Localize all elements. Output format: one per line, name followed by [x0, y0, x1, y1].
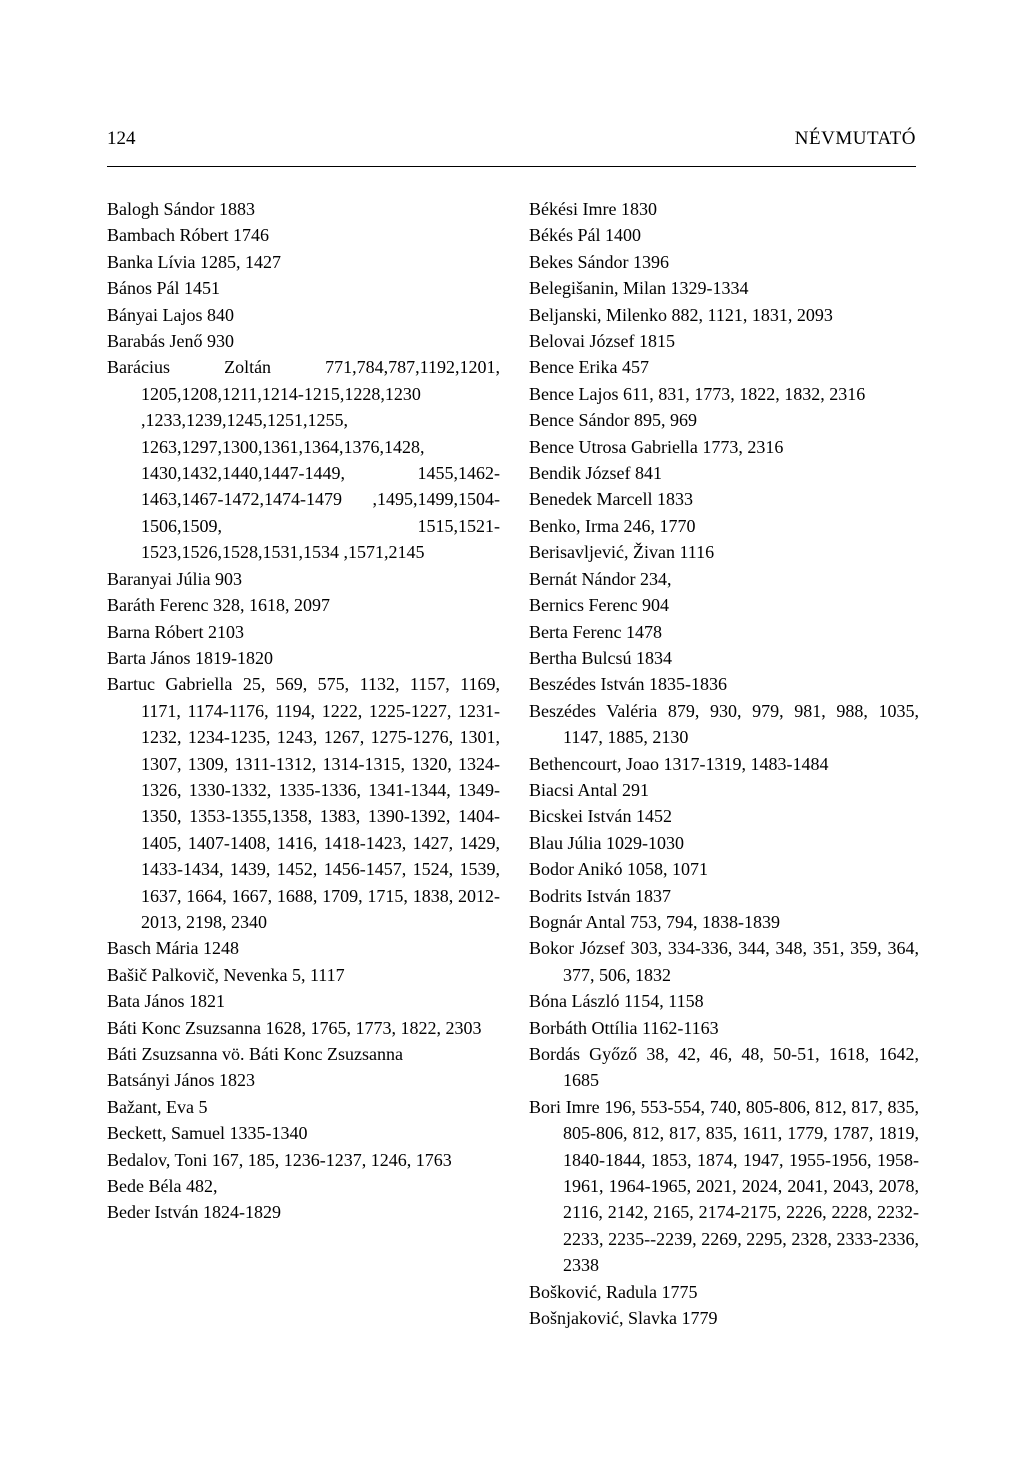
index-entry: Beckett, Samuel 1335-1340: [107, 1123, 308, 1144]
index-entry: Beljanski, Milenko 882, 1121, 1831, 2093: [529, 304, 833, 325]
index-entry: Bošković, Radula 1775: [529, 1281, 698, 1302]
index-entry: Blau Júlia 1029-1030: [529, 832, 684, 853]
index-entry: Beszédes István 1835-1836: [529, 674, 727, 695]
index-entry: Basch Mária 1248: [107, 938, 239, 959]
index-entry: Bambach Róbert 1746: [107, 225, 269, 246]
index-entry: Bori Imre 196, 553-554, 740, 805-806, 812, 817, 835, 805-806, 812, 817, 835, 1611, 1779, 1787, 1819, 1840-1844, 1853, 1874, 1947, 1955-1956, 1958-1961, 1964-1965, 2021, 2024, 2041, 2043, 2078, 2116, 2142, 2165, 2174-2175, 2226, 2228, 2232-2233, 2235--2239, 2269, 2295, 2328, 2333-2336, 2338: [529, 1096, 919, 1276]
index-entry: Balogh Sándor 1883: [107, 199, 255, 219]
index-entry: Bognár Antal 753, 794, 1838-1839: [529, 911, 780, 932]
page-header: [107, 128, 916, 167]
index-entry: Bicskei István 1452: [529, 806, 672, 827]
index-entry: Borbáth Ottília 1162-1163: [529, 1017, 719, 1038]
index-entry: Bordás Győző 38, 42, 46, 48, 50-51, 1618, 1642, 1685: [529, 1044, 919, 1091]
index-entry: Bedalov, Toni 167, 185, 1236-1237, 1246, 1763: [107, 1149, 452, 1170]
index-entry: Bóna László 1154, 1158: [529, 991, 704, 1012]
index-entry: Bertha Bulcsú 1834: [529, 647, 672, 668]
index-entry: Békési Imre 1830: [529, 199, 657, 219]
index-entry: Banka Lívia 1285, 1427: [107, 251, 281, 272]
index-entry: Bartuc Gabriella 25, 569, 575, 1132, 1157, 1169, 1171, 1174-1176, 1194, 1222, 1225-1227, 1231-1232, 1234-1235, 1243, 1267, 1275-1276, 1301, 1307, 1309, 1311-1312, 1314-1315, 1320, 1324-1326, 1330-1332, 1335-1336, 1341-1344, 1349-1350, 1353-1355,1358, 1383, 1390-1392, 1404-1405, 1407-1408, 1416, 1418-1423, 1427, 1429, 1433-1434, 1439, 1452, 1456-1457, 1524, 1539, 1637, 1664, 1667, 1688, 1709, 1715, 1838, 2012-2013, 2198, 2340: [107, 674, 500, 932]
index-entry: Bede Béla 482,: [107, 1176, 218, 1197]
index-entry: Benko, Irma 246, 1770: [529, 515, 696, 536]
index-entry: Batsányi János 1823: [107, 1070, 255, 1091]
index-entry: Belovai József 1815: [529, 331, 675, 352]
index-entry: Biacsi Antal 291: [529, 779, 649, 800]
index-entry: Bence Utrosa Gabriella 1773, 2316: [529, 436, 784, 457]
index-entry: Bernát Nándor 234,: [529, 568, 672, 589]
index-entry: Békés Pál 1400: [529, 225, 641, 246]
index-entry: Báti Konc Zsuzsanna 1628, 1765, 1773, 1822, 2303: [107, 1017, 482, 1038]
index-entry: Bendik József 841: [529, 463, 662, 484]
index-entry: Bodor Anikó 1058, 1071: [529, 859, 709, 880]
index-entry: Bányai Lajos 840: [107, 304, 234, 325]
index-entry: Beder István 1824-1829: [107, 1202, 281, 1223]
index-entry: Bašič Palkovič, Nevenka 5, 1117: [107, 964, 345, 985]
index-entry: Benedek Marcell 1833: [529, 489, 693, 510]
index-entry: Bekes Sándor 1396: [529, 251, 669, 272]
index-column-right: [529, 196, 919, 1331]
index-entry: Bata János 1821: [107, 991, 225, 1012]
index-entry: Barta János 1819-1820: [107, 647, 273, 668]
index-entry: Bošnjaković, Slavka 1779: [529, 1308, 718, 1329]
index-entry: Bodrits István 1837: [529, 885, 671, 906]
running-head: NÉVMUTATÓ: [794, 128, 916, 149]
index-entry: Bence Sándor 895, 969: [529, 410, 697, 431]
index-entry: Bethencourt, Joao 1317-1319, 1483-1484: [529, 753, 829, 774]
index-entry: Belegišanin, Milan 1329-1334: [529, 278, 749, 299]
index-entry: Bernics Ferenc 904: [529, 595, 669, 616]
index-entry: Baranyai Júlia 903: [107, 568, 242, 589]
index-entry: Barabás Jenő 930: [107, 331, 234, 352]
index-entry: Báti Zsuzsanna vö. Báti Konc Zsuzsanna: [107, 1044, 403, 1064]
index-column-left: [107, 196, 500, 1226]
index-entry: Baráth Ferenc 328, 1618, 2097: [107, 595, 330, 616]
index-entry: Barácius Zoltán 771,784,787,1192,1201, 1205,1208,1211,1214-1215,1228,1230 ,1233,1239,1245,1251,1255, 1263,1297,1300,1361,1364,1376,1428, 1430,1432,1440,1447-1449, 1455,1462-1463,1467-1472,1474-1479 ,1495,1499,1504-1506,1509, 1515,1521-1523,1526,1528,1531,1534 ,1571,2145: [107, 357, 500, 563]
index-entry: Bence Erika 457: [529, 357, 649, 378]
index-entry: Bažant, Eva 5: [107, 1096, 208, 1117]
index-entry: Bános Pál 1451: [107, 278, 221, 299]
index-entry: Berisavljević, Živan 1116: [529, 542, 715, 563]
index-entry: Bokor József 303, 334-336, 344, 348, 351, 359, 364, 377, 506, 1832: [529, 938, 919, 985]
page-number: 124: [107, 128, 136, 149]
index-entry: Barna Róbert 2103: [107, 621, 244, 642]
index-entry: Berta Ferenc 1478: [529, 621, 662, 642]
index-entry: Bence Lajos 611, 831, 1773, 1822, 1832, 2316: [529, 383, 866, 404]
index-entry: Beszédes Valéria 879, 930, 979, 981, 988, 1035, 1147, 1885, 2130: [529, 700, 919, 748]
